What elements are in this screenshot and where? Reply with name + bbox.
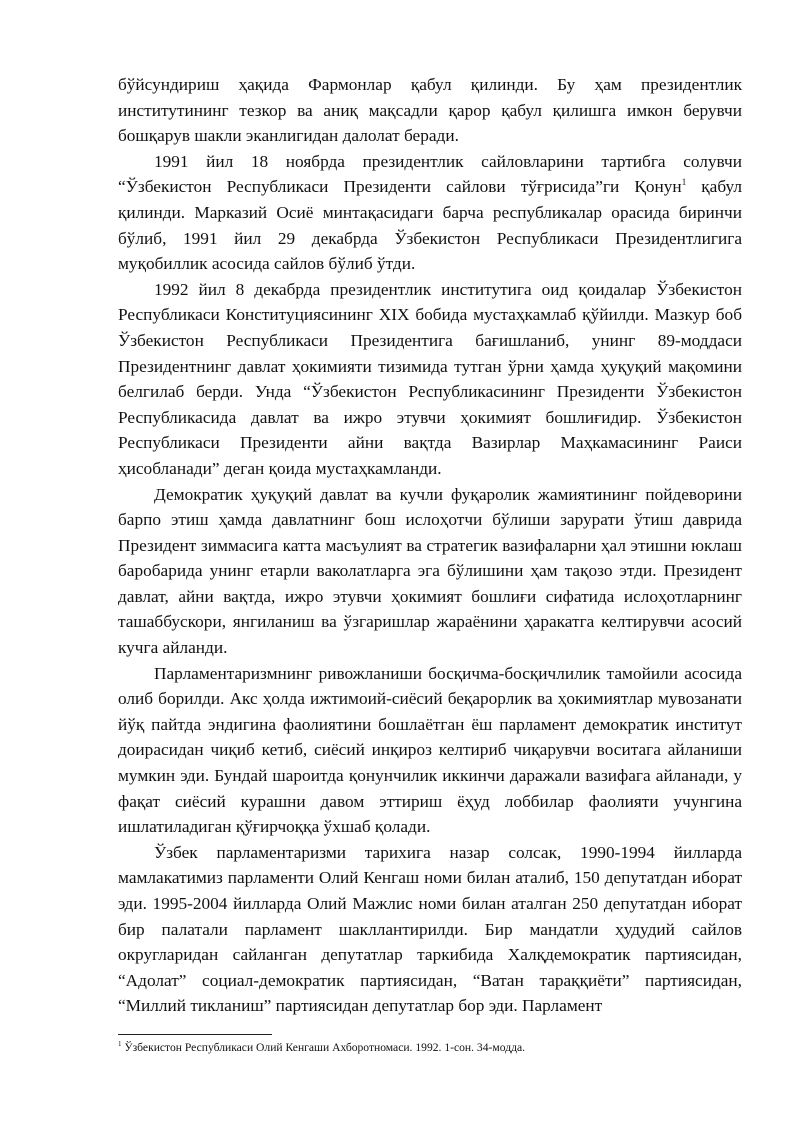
paragraph: Демократик ҳуқуқий давлат ва кучли фуқаролик жамиятининг пойдеворини барпо этиш ҳамда давлатнинг бош ислоҳотчи бўлиши зарурати ўтиш даврида Президент зиммасига катта масъулият ва стратегик вазифаларни ҳал этишни юклаш баробарида унинг етарли ваколатларга эга бўлишини ҳам тақозо этди. Президент давлат, айни вақтда, ижро этувчи ҳокимият бошлиғи сифатида ислоҳотларнинг ташаббускори, янгиланиш ва ўзгаришлар жараёнини ҳаракатга келтирувчи асосий кучга айланди. [118,484,742,658]
paragraph: Парламентаризмнинг ривожланиши босқичма-босқичлилик тамойили асосида олиб борилди. Акс ҳолда ижтимоий-сиёсий беқарорлик ва ҳокимиятлар мувозанати йўқ пайтда эндигина фаолиятини бошлаётган ёш парламент демократик институт доирасидан чиқиб кетиб, сиёсий инқироз келтириб чиқарувчи воситага айланиши мумкин эди. Бундай шароитда қонунчилик иккинчи даражали вазифага айланади, у фақат сиёсий курашни давом эттириш ёҳуд лоббилар фаолияти учунгина ишлатиладиган қўғирчоққа ўхшаб қолади. [118,663,742,837]
footnote-number: 1 [118,1040,122,1048]
paragraph-text: 1991 йил 18 ноябрда президентлик сайловларини тартибга солувчи “Ўзбекистон Республикаси Президенти сайлови тўғрисида”ги Қонун [118,151,742,197]
footnote-reference[interactable]: 1 [681,177,687,188]
paragraph: бўйсундириш ҳақида Фармонлар қабул қилинди. Бу ҳам президентлик институтининг тезкор ва аниқ мақсадли қарор қабул қилишга имкон берувчи бошқарув шакли эканлигидан далолат беради. [118,75,742,146]
paragraph-text: қабул қилинди. Марказий Осиё минтақасидаги барча республикалар орасида биринчи бўлиб, 1991 йил 29 декабрда Ўзбекистон Республикаси Президентлигига муқобиллик асосида сайлов бўлиб ўтди. [118,177,742,274]
footnote-separator [118,1034,272,1035]
paragraph-with-footnote [118,149,742,277]
footnote-text: Ўзбекистон Республикаси Олий Кенгаши Ахборотномаси. 1992. 1-сон. 34-модда. [121,1041,526,1054]
footnote [118,1040,742,1056]
paragraph: Ўзбек парламентаризми тарихига назар солсак, 1990-1994 йилларда мамлакатимиз парламенти Олий Кенгаш номи билан аталиб, 150 депутатдан иборат эди. 1995-2004 йилларда Олий Мажлис номи билан аталган 250 депутатдан иборат бир палатали парламент шакллантирилди. Бир мандатли ҳудудий сайлов округларидан сайланган депутатлар таркибида Халқдемократик партиясидан, “Адолат” социал-демократик партиясидан, “Ватан тараққиёти” партиясидан, “Миллий тикланиш” партиясидан депутатлар бор эди. Парламент [118,842,742,1016]
paragraph: 1992 йил 8 декабрда президентлик институтига оид қоидалар Ўзбекистон Республикаси Конституциясининг XIX бобида мустаҳкамлаб қўйилди. Мазкур боб Ўзбекистон Республикаси Президентига бағишланиб, унинг 89-моддаси Президентнинг давлат ҳокимияти тизимида тутган ўрни ҳамда ҳуқуқий мақомини белгилаб берди. Унда “Ўзбекистон Республикасининг Президенти Ўзбекистон Республикасида давлат ва ижро этувчи ҳокимият бошлиғидир. Ўзбекистон Республикаси Президенти айни вақтда Вазирлар Маҳкамасининг Раиси ҳисобланади” деган қоида мустаҳкамланди. [118,279,742,478]
document-body [118,72,742,1019]
